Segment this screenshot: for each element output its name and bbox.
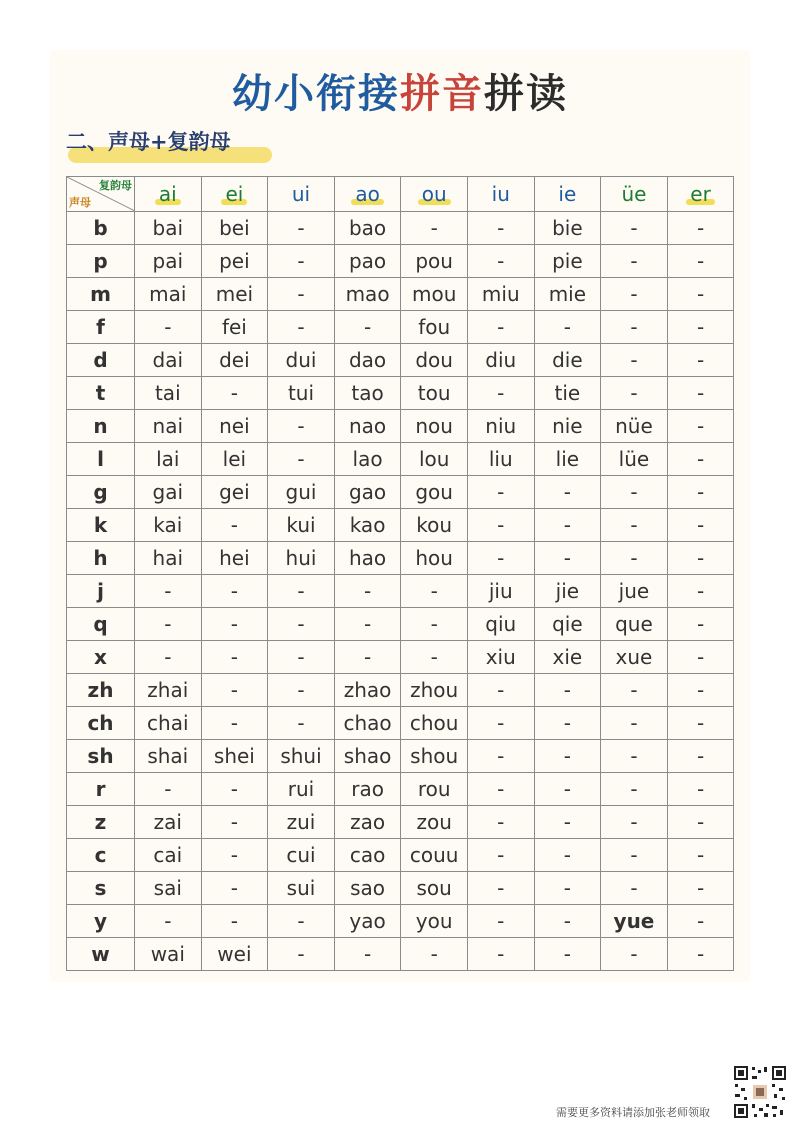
table-row bbox=[67, 608, 734, 641]
syllable-cell: pao bbox=[334, 245, 401, 278]
syllable-cell: tao bbox=[334, 377, 401, 410]
final-header-5 bbox=[467, 177, 534, 212]
syllable-cell: shou bbox=[401, 740, 468, 773]
table-row bbox=[67, 476, 734, 509]
syllable-cell: mei bbox=[201, 278, 268, 311]
table-row bbox=[67, 905, 734, 938]
syllable-cell: bao bbox=[334, 212, 401, 245]
section-heading bbox=[66, 126, 231, 156]
syllable-cell: - bbox=[601, 872, 668, 905]
table-row bbox=[67, 344, 734, 377]
corner-cell bbox=[67, 177, 135, 212]
syllable-cell: - bbox=[268, 245, 335, 278]
syllable-cell: - bbox=[467, 707, 534, 740]
syllable-cell: - bbox=[135, 641, 202, 674]
initial-cell: r bbox=[67, 773, 135, 806]
syllable-cell: nai bbox=[135, 410, 202, 443]
table-row bbox=[67, 509, 734, 542]
syllable-cell: - bbox=[467, 938, 534, 971]
syllable-cell: dou bbox=[401, 344, 468, 377]
pinyin-table bbox=[66, 176, 734, 971]
syllable-cell: - bbox=[534, 839, 601, 872]
syllable-cell: - bbox=[201, 608, 268, 641]
table-row bbox=[67, 740, 734, 773]
initial-cell: n bbox=[67, 410, 135, 443]
syllable-cell: chai bbox=[135, 707, 202, 740]
syllable-cell: - bbox=[467, 245, 534, 278]
syllable-cell: - bbox=[601, 245, 668, 278]
syllable-cell: wai bbox=[135, 938, 202, 971]
final-label: iu bbox=[491, 182, 510, 206]
syllable-cell: - bbox=[601, 476, 668, 509]
syllable-cell: tie bbox=[534, 377, 601, 410]
syllable-cell: - bbox=[201, 674, 268, 707]
syllable-cell: qie bbox=[534, 608, 601, 641]
syllable-cell: - bbox=[201, 839, 268, 872]
syllable-cell: - bbox=[534, 311, 601, 344]
syllable-cell: kao bbox=[334, 509, 401, 542]
syllable-cell: cui bbox=[268, 839, 335, 872]
syllable-cell: - bbox=[534, 476, 601, 509]
syllable-cell: couu bbox=[401, 839, 468, 872]
syllable-cell: - bbox=[534, 707, 601, 740]
syllable-cell: - bbox=[467, 542, 534, 575]
syllable-cell: - bbox=[667, 344, 734, 377]
syllable-cell: dui bbox=[268, 344, 335, 377]
syllable-cell: - bbox=[467, 773, 534, 806]
syllable-cell: - bbox=[401, 575, 468, 608]
syllable-cell: nei bbox=[201, 410, 268, 443]
syllable-cell: lei bbox=[201, 443, 268, 476]
syllable-cell: mai bbox=[135, 278, 202, 311]
table-row bbox=[67, 377, 734, 410]
syllable-cell: - bbox=[135, 575, 202, 608]
syllable-cell: lüe bbox=[601, 443, 668, 476]
syllable-cell: - bbox=[534, 872, 601, 905]
syllable-cell: rou bbox=[401, 773, 468, 806]
syllable-cell: - bbox=[467, 740, 534, 773]
syllable-cell: zhao bbox=[334, 674, 401, 707]
syllable-cell: - bbox=[334, 641, 401, 674]
syllable-cell: - bbox=[334, 608, 401, 641]
syllable-cell: - bbox=[135, 311, 202, 344]
syllable-cell: sao bbox=[334, 872, 401, 905]
table-row bbox=[67, 674, 734, 707]
final-header-3 bbox=[334, 177, 401, 212]
syllable-cell: sai bbox=[135, 872, 202, 905]
initial-cell: sh bbox=[67, 740, 135, 773]
initial-cell: q bbox=[67, 608, 135, 641]
syllable-cell: - bbox=[201, 377, 268, 410]
syllable-cell: jiu bbox=[467, 575, 534, 608]
syllable-cell: - bbox=[667, 806, 734, 839]
initial-cell: p bbox=[67, 245, 135, 278]
table-row bbox=[67, 410, 734, 443]
table-row bbox=[67, 575, 734, 608]
syllable-cell: sou bbox=[401, 872, 468, 905]
syllable-cell: - bbox=[667, 443, 734, 476]
syllable-cell: - bbox=[534, 509, 601, 542]
syllable-cell: - bbox=[268, 707, 335, 740]
initial-cell: ch bbox=[67, 707, 135, 740]
initial-cell: s bbox=[67, 872, 135, 905]
syllable-cell: - bbox=[601, 740, 668, 773]
syllable-cell: shai bbox=[135, 740, 202, 773]
syllable-cell: - bbox=[201, 905, 268, 938]
initial-cell: x bbox=[67, 641, 135, 674]
initial-cell: zh bbox=[67, 674, 135, 707]
syllable-cell: - bbox=[601, 509, 668, 542]
table-row bbox=[67, 278, 734, 311]
syllable-cell: hui bbox=[268, 542, 335, 575]
syllable-cell: qiu bbox=[467, 608, 534, 641]
syllable-cell: rao bbox=[334, 773, 401, 806]
syllable-cell: - bbox=[667, 509, 734, 542]
syllable-cell: - bbox=[534, 806, 601, 839]
syllable-cell: zou bbox=[401, 806, 468, 839]
syllable-cell: die bbox=[534, 344, 601, 377]
syllable-cell: - bbox=[667, 773, 734, 806]
syllable-cell: - bbox=[601, 674, 668, 707]
table-row bbox=[67, 641, 734, 674]
syllable-cell: hai bbox=[135, 542, 202, 575]
syllable-cell: dao bbox=[334, 344, 401, 377]
syllable-cell: hei bbox=[201, 542, 268, 575]
syllable-cell: fou bbox=[401, 311, 468, 344]
initial-cell: b bbox=[67, 212, 135, 245]
syllable-cell: zhai bbox=[135, 674, 202, 707]
syllable-cell: lao bbox=[334, 443, 401, 476]
syllable-cell: - bbox=[467, 476, 534, 509]
syllable-cell: - bbox=[667, 212, 734, 245]
title-part-2: 拼音 bbox=[400, 71, 484, 117]
table-row bbox=[67, 938, 734, 971]
syllable-cell: zhou bbox=[401, 674, 468, 707]
syllable-cell: dei bbox=[201, 344, 268, 377]
final-header-2 bbox=[268, 177, 335, 212]
syllable-cell: - bbox=[268, 311, 335, 344]
syllable-cell: - bbox=[135, 773, 202, 806]
table-row bbox=[67, 542, 734, 575]
initial-cell: z bbox=[67, 806, 135, 839]
syllable-cell: - bbox=[268, 443, 335, 476]
syllable-cell: zai bbox=[135, 806, 202, 839]
syllable-cell: kou bbox=[401, 509, 468, 542]
syllable-cell: - bbox=[467, 212, 534, 245]
syllable-cell: tui bbox=[268, 377, 335, 410]
syllable-cell: lou bbox=[401, 443, 468, 476]
table-row bbox=[67, 707, 734, 740]
syllable-cell: nüe bbox=[601, 410, 668, 443]
header-row bbox=[67, 177, 734, 212]
syllable-cell: niu bbox=[467, 410, 534, 443]
syllable-cell: - bbox=[268, 575, 335, 608]
syllable-cell: xie bbox=[534, 641, 601, 674]
syllable-cell: - bbox=[268, 905, 335, 938]
syllable-cell: shao bbox=[334, 740, 401, 773]
syllable-cell: - bbox=[268, 212, 335, 245]
table-row bbox=[67, 443, 734, 476]
syllable-cell: hou bbox=[401, 542, 468, 575]
syllable-cell: yue bbox=[601, 905, 668, 938]
final-label: er bbox=[690, 182, 711, 206]
syllable-cell: xiu bbox=[467, 641, 534, 674]
syllable-cell: pai bbox=[135, 245, 202, 278]
syllable-cell: - bbox=[268, 278, 335, 311]
initial-cell: d bbox=[67, 344, 135, 377]
table-row bbox=[67, 872, 734, 905]
syllable-cell: zao bbox=[334, 806, 401, 839]
syllable-cell: - bbox=[401, 212, 468, 245]
initial-cell: w bbox=[67, 938, 135, 971]
initial-cell: j bbox=[67, 575, 135, 608]
syllable-cell: bie bbox=[534, 212, 601, 245]
syllable-cell: - bbox=[601, 311, 668, 344]
corner-label-finals: 复韵母 bbox=[99, 179, 132, 192]
syllable-cell: jue bbox=[601, 575, 668, 608]
syllable-cell: pei bbox=[201, 245, 268, 278]
syllable-cell: jie bbox=[534, 575, 601, 608]
syllable-cell: - bbox=[467, 674, 534, 707]
syllable-cell: - bbox=[467, 872, 534, 905]
syllable-cell: - bbox=[667, 740, 734, 773]
syllable-cell: - bbox=[667, 542, 734, 575]
syllable-cell: pou bbox=[401, 245, 468, 278]
syllable-cell: fei bbox=[201, 311, 268, 344]
syllable-cell: - bbox=[534, 905, 601, 938]
syllable-cell: - bbox=[401, 641, 468, 674]
syllable-cell: cao bbox=[334, 839, 401, 872]
syllable-cell: diu bbox=[467, 344, 534, 377]
syllable-cell: - bbox=[201, 872, 268, 905]
syllable-cell: gou bbox=[401, 476, 468, 509]
initial-cell: h bbox=[67, 542, 135, 575]
syllable-cell: shei bbox=[201, 740, 268, 773]
page-title bbox=[0, 62, 800, 119]
syllable-cell: gei bbox=[201, 476, 268, 509]
section-heading-text: 二、声母+复韵母 bbox=[66, 130, 231, 154]
syllable-cell: - bbox=[268, 608, 335, 641]
syllable-cell: - bbox=[667, 410, 734, 443]
final-header-6 bbox=[534, 177, 601, 212]
syllable-cell: - bbox=[667, 476, 734, 509]
syllable-cell: gao bbox=[334, 476, 401, 509]
syllable-cell: - bbox=[268, 641, 335, 674]
syllable-cell: - bbox=[467, 806, 534, 839]
syllable-cell: hao bbox=[334, 542, 401, 575]
table-row bbox=[67, 806, 734, 839]
syllable-cell: yao bbox=[334, 905, 401, 938]
syllable-cell: - bbox=[667, 278, 734, 311]
syllable-cell: miu bbox=[467, 278, 534, 311]
syllable-cell: - bbox=[201, 806, 268, 839]
syllable-cell: tou bbox=[401, 377, 468, 410]
syllable-cell: - bbox=[534, 938, 601, 971]
syllable-cell: - bbox=[667, 608, 734, 641]
title-part-1: 幼小衔接 bbox=[232, 71, 400, 117]
final-header-4 bbox=[401, 177, 468, 212]
syllable-cell: - bbox=[334, 938, 401, 971]
syllable-cell: - bbox=[667, 872, 734, 905]
syllable-cell: - bbox=[201, 575, 268, 608]
table-row bbox=[67, 839, 734, 872]
syllable-cell: lai bbox=[135, 443, 202, 476]
initial-cell: m bbox=[67, 278, 135, 311]
syllable-cell: - bbox=[667, 839, 734, 872]
syllable-cell: bei bbox=[201, 212, 268, 245]
syllable-cell: dai bbox=[135, 344, 202, 377]
syllable-cell: - bbox=[201, 707, 268, 740]
final-label: ui bbox=[291, 182, 311, 206]
table-row bbox=[67, 311, 734, 344]
syllable-cell: - bbox=[601, 278, 668, 311]
syllable-cell: - bbox=[667, 575, 734, 608]
syllable-cell: - bbox=[601, 707, 668, 740]
table-row bbox=[67, 773, 734, 806]
syllable-cell: - bbox=[667, 641, 734, 674]
syllable-cell: - bbox=[534, 740, 601, 773]
syllable-cell: tai bbox=[135, 377, 202, 410]
syllable-cell: - bbox=[667, 938, 734, 971]
syllable-cell: mou bbox=[401, 278, 468, 311]
syllable-cell: xue bbox=[601, 641, 668, 674]
syllable-cell: - bbox=[534, 674, 601, 707]
final-header-1 bbox=[201, 177, 268, 212]
title-part-3: 拼读 bbox=[484, 71, 568, 117]
initial-cell: y bbox=[67, 905, 135, 938]
initial-cell: l bbox=[67, 443, 135, 476]
syllable-cell: - bbox=[667, 311, 734, 344]
syllable-cell: - bbox=[401, 938, 468, 971]
syllable-cell: - bbox=[268, 938, 335, 971]
syllable-cell: chou bbox=[401, 707, 468, 740]
syllable-cell: mie bbox=[534, 278, 601, 311]
syllable-cell: - bbox=[667, 674, 734, 707]
syllable-cell: zui bbox=[268, 806, 335, 839]
final-label: ai bbox=[158, 182, 177, 206]
syllable-cell: - bbox=[534, 542, 601, 575]
syllable-cell: cai bbox=[135, 839, 202, 872]
syllable-cell: - bbox=[268, 674, 335, 707]
syllable-cell: - bbox=[667, 905, 734, 938]
syllable-cell: lie bbox=[534, 443, 601, 476]
syllable-cell: - bbox=[601, 806, 668, 839]
syllable-cell: nou bbox=[401, 410, 468, 443]
final-header-8 bbox=[667, 177, 734, 212]
syllable-cell: you bbox=[401, 905, 468, 938]
syllable-cell: gui bbox=[268, 476, 335, 509]
syllable-cell: - bbox=[667, 377, 734, 410]
syllable-cell: kai bbox=[135, 509, 202, 542]
syllable-cell: - bbox=[601, 839, 668, 872]
syllable-cell: - bbox=[601, 542, 668, 575]
final-header-0 bbox=[135, 177, 202, 212]
syllable-cell: - bbox=[201, 509, 268, 542]
table-row bbox=[67, 212, 734, 245]
syllable-cell: mao bbox=[334, 278, 401, 311]
syllable-cell: - bbox=[135, 905, 202, 938]
syllable-cell: chao bbox=[334, 707, 401, 740]
syllable-cell: - bbox=[467, 509, 534, 542]
final-label: ao bbox=[355, 182, 380, 206]
syllable-cell: nao bbox=[334, 410, 401, 443]
syllable-cell: gai bbox=[135, 476, 202, 509]
final-header-7 bbox=[601, 177, 668, 212]
syllable-cell: pie bbox=[534, 245, 601, 278]
syllable-cell: - bbox=[401, 608, 468, 641]
syllable-cell: - bbox=[601, 377, 668, 410]
syllable-cell: - bbox=[467, 905, 534, 938]
syllable-cell: - bbox=[334, 575, 401, 608]
final-label: ie bbox=[558, 182, 577, 206]
final-label: ou bbox=[421, 182, 447, 206]
initial-cell: t bbox=[67, 377, 135, 410]
syllable-cell: - bbox=[667, 245, 734, 278]
syllable-cell: - bbox=[467, 377, 534, 410]
syllable-cell: - bbox=[268, 410, 335, 443]
corner-label-initials: 声母 bbox=[69, 196, 91, 209]
syllable-cell: sui bbox=[268, 872, 335, 905]
syllable-cell: - bbox=[334, 311, 401, 344]
final-label: üe bbox=[621, 182, 647, 206]
syllable-cell: kui bbox=[268, 509, 335, 542]
syllable-cell: - bbox=[601, 773, 668, 806]
initial-cell: g bbox=[67, 476, 135, 509]
syllable-cell: nie bbox=[534, 410, 601, 443]
table-row bbox=[67, 245, 734, 278]
syllable-cell: que bbox=[601, 608, 668, 641]
syllable-cell: - bbox=[467, 839, 534, 872]
initial-cell: k bbox=[67, 509, 135, 542]
syllable-cell: bai bbox=[135, 212, 202, 245]
qr-code-icon bbox=[732, 1064, 788, 1120]
syllable-cell: wei bbox=[201, 938, 268, 971]
syllable-cell: shui bbox=[268, 740, 335, 773]
syllable-cell: - bbox=[534, 773, 601, 806]
syllable-cell: - bbox=[201, 773, 268, 806]
initial-cell: f bbox=[67, 311, 135, 344]
footer-note: 需要更多资料请添加张老师领取 bbox=[556, 1106, 710, 1119]
syllable-cell: - bbox=[135, 608, 202, 641]
syllable-cell: - bbox=[201, 641, 268, 674]
syllable-cell: - bbox=[601, 212, 668, 245]
syllable-cell: rui bbox=[268, 773, 335, 806]
syllable-cell: - bbox=[667, 707, 734, 740]
initial-cell: c bbox=[67, 839, 135, 872]
final-label: ei bbox=[225, 182, 244, 206]
syllable-cell: - bbox=[467, 311, 534, 344]
syllable-cell: liu bbox=[467, 443, 534, 476]
syllable-cell: - bbox=[601, 938, 668, 971]
syllable-cell: - bbox=[601, 344, 668, 377]
